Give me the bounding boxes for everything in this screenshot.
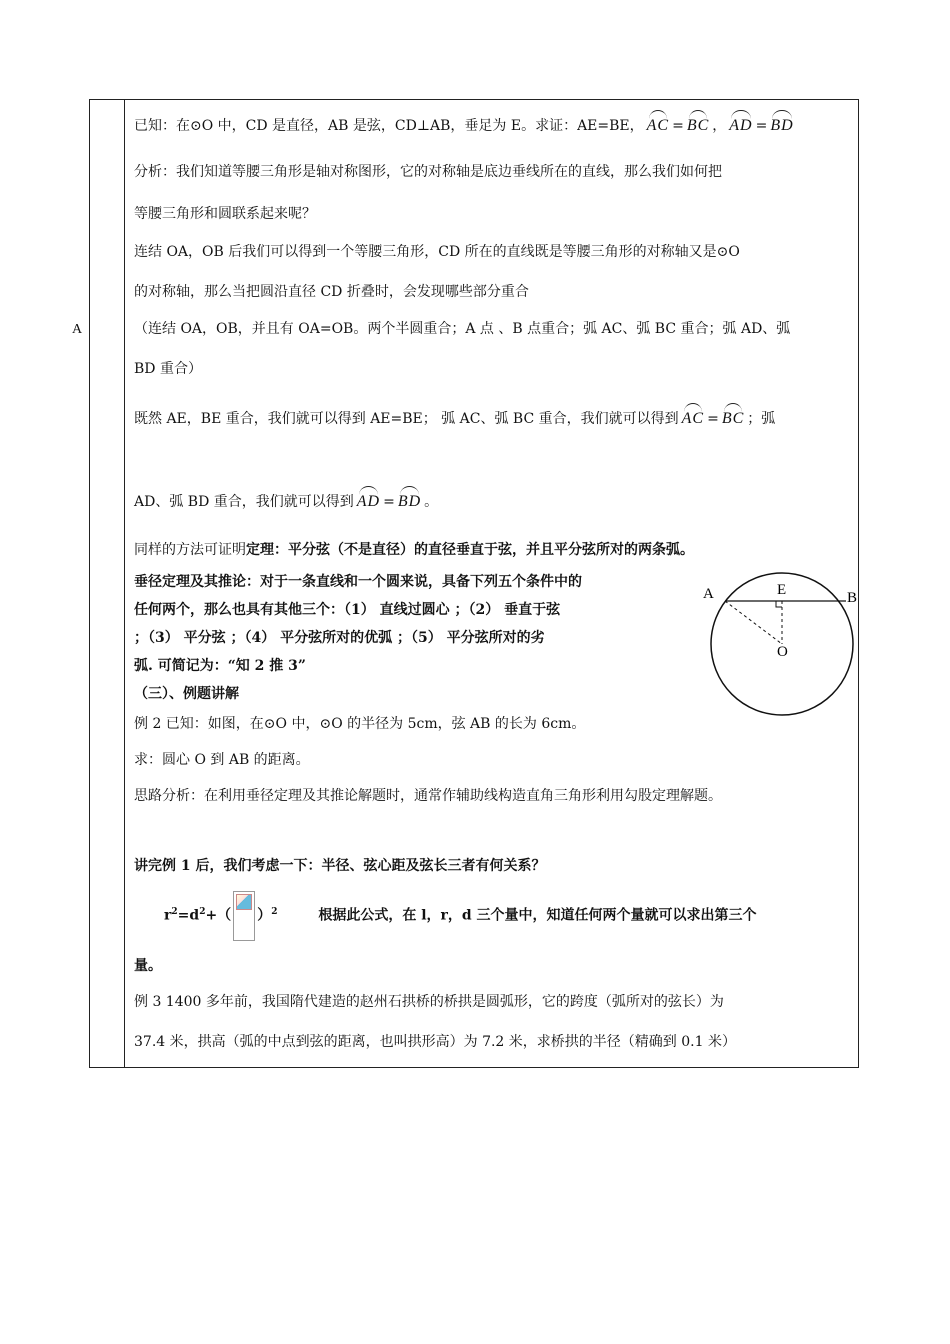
label-a: A [703, 586, 714, 602]
connect-line-1: 连结 OA，OB 后我们可以得到一个等腰三角形，CD 所在的直线既是等腰三角形的对称轴又是⊙O [134, 244, 740, 260]
corollary-line-1: 垂径定理及其推论：对于一条直线和一个圆来说，具备下列五个条件中的 [134, 574, 582, 590]
corollary-line-3: ；（3） 平分弦 ；（4） 平分弦所对的优弧 ；（5） 平分弦所对的劣 [134, 630, 545, 646]
formula-line: $r^2=d^2+$（ ）$^2$ 根据此公式，在 l，r，d 三个量中，知道任何两个量就可以求出第三个 [164, 886, 757, 942]
example-2: 例 2 已知：如图，在⊙O 中，⊙O 的半径为 5cm，弦 AB 的长为 6cm。 [134, 716, 586, 732]
relation-question: 讲完例 1 后，我们考虑一下：半径、弦心距及弦长三者有何关系？ [134, 858, 546, 874]
connect-line-2: 的对称轴，那么当把圆沿直径 CD 折叠时，会发现哪些部分重合 [134, 284, 529, 300]
example-3-line-2: 37.4 米，拱高（弧的中点到弦的距离，也叫拱形高）为 7.2 米，求桥拱的半径（精确到 0.1 米） [134, 1034, 736, 1050]
conclusion-line-1: 既然 AE，BE 重合，我们就可以得到 AE=BE； 弧 AC、弧 BC 重合，我们就可以得到 AC = BC ；弧 [134, 405, 775, 429]
overlap-line-1: （连结 OA，OB，并且有 OA=OB。两个半圆重合；A 点 、B 点重合；弧 AC、弧 BC 重合；弧 AD、弧 [134, 321, 791, 337]
label-b: B [847, 590, 858, 606]
label-o: O [777, 644, 788, 660]
right-angle-mark [776, 601, 782, 607]
corollary-line-4: 弧. 可简记为：“知 2 推 3” [134, 658, 306, 674]
section-heading: （三）、例题讲解 [134, 686, 239, 702]
arc-bd: BD [770, 112, 793, 136]
theorem-line: 同样的方法可证明定理：平分弦（不是直径）的直径垂直于弦，并且平分弦所对的两条弧。 [134, 542, 694, 558]
arc-bc: BC [687, 112, 709, 136]
radius-oa [725, 601, 782, 644]
example-2-question: 求：圆心 O 到 AB 的距离。 [134, 752, 310, 768]
given-statement: 已知：在⊙O 中，CD 是直径，AB 是弦，CD⊥AB，垂足为 E。求证：AE=BE， AC = BC ， AD = BD [134, 112, 797, 136]
column-divider [124, 99, 125, 1068]
side-label: A [71, 322, 83, 337]
example-3-line-1: 例 3 1400 多年前，我国隋代建造的赵州石拱桥的桥拱是圆弧形，它的跨度（弧所对的弦长）为 [134, 994, 724, 1010]
label-e: E [777, 582, 787, 598]
circle-diagram [700, 570, 860, 730]
conclusion-line-2: AD、弧 BD 重合，我们就可以得到 AD = BD 。 [134, 488, 438, 512]
analysis-line-2: 等腰三角形和圆联系起来呢？ [134, 206, 316, 222]
formula-line-end: 量。 [134, 958, 162, 974]
solution-idea: 思路分析：在利用垂径定理及其推论解题时，通常作辅助线构造直角三角形利用勾股定理解题。 [134, 788, 722, 804]
analysis-line-1: 分析：我们知道等腰三角形是轴对称图形，它的对称轴是底边垂线所在的直线，那么我们如何把 [134, 164, 722, 180]
arc-ac: AC [647, 112, 669, 136]
arc-ad: AD [729, 112, 752, 136]
broken-image-icon [233, 891, 255, 941]
overlap-line-2: BD 重合） [134, 361, 202, 377]
corollary-line-2: 任何两个，那么也具有其他三个：（1） 直线过圆心 ；（2） 垂直于弦 [134, 602, 561, 618]
